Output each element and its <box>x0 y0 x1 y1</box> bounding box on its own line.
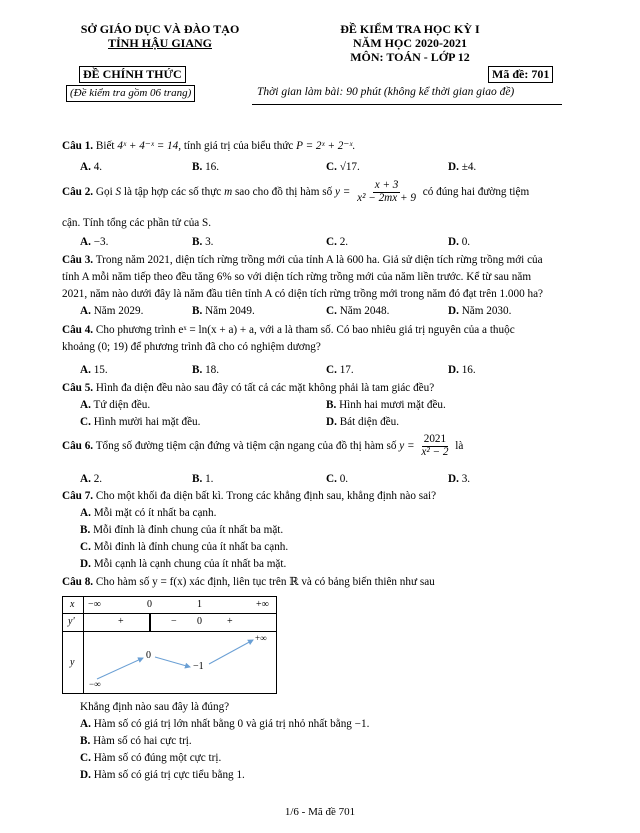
q1-option-b: B. 16. <box>192 161 220 173</box>
y-neg-inf: −∞ <box>89 679 101 689</box>
q7-option-c: C. Mỗi đỉnh là đỉnh chung của ít nhất ba cạnh. <box>80 541 289 553</box>
q3-option-d: D. Năm 2030. <box>448 305 512 317</box>
official-label: ĐỀ CHÍNH THỨC <box>79 66 186 83</box>
q3-line3: 2021, năm nào dưới đây là năm đầu tiên tỉnh A có diện tích rừng trồng mới trong năm đó đạt trên 1.000 ha? <box>62 288 543 300</box>
exam-title: ĐỀ KIỂM TRA HỌC KỲ I <box>340 22 480 36</box>
q3-line1: Câu 3. Trong năm 2021, diện tích rừng trồng mới của tỉnh A là 600 ha. Giả sử diện tích rừng trồng mới của <box>62 254 543 266</box>
q6-stem: Câu 6. Tổng số đường tiệm cận đứng và tiệm cận ngang của đồ thị hàm số y = $\frac{2021}{\text{x² − 2}}$ là <box>62 433 464 458</box>
q3-option-b: B. Năm 2049. <box>192 305 255 317</box>
q5-option-b: B. Hình hai mươi mặt đều. <box>326 399 446 411</box>
q4-line2: khoảng (0; 19) để phương trình đã cho có nghiệm dương? <box>62 341 321 353</box>
q8-option-b: B. Hàm số có hai cực trị. <box>80 735 192 747</box>
q5-option-c: C. Hình mười hai mặt đều. <box>80 416 201 428</box>
q4-option-c: C. 17. <box>326 364 354 376</box>
pages-note: (Đề kiểm tra gồm 06 trang) <box>66 85 195 102</box>
q7-option-d: D. Mỗi cạnh là cạnh chung của ít nhất ba mặt. <box>80 558 287 570</box>
q6-fraction: $\frac{2021}{\text{x² − 2}}$ <box>421 433 449 458</box>
q6-option-a: A. 2. <box>80 473 103 485</box>
q4-option-a: A. 15. <box>80 364 108 376</box>
sign-minus: − <box>171 616 177 627</box>
subject: MÔN: TOÁN - LỚP 12 <box>350 50 470 64</box>
q6-option-d: D. 3. <box>448 473 471 485</box>
q1-option-c: C. √17. <box>326 161 360 173</box>
q1-stem: Câu 1. Biết 4ˣ + 4⁻ˣ = 14, tính giá trị của biểu thức P = 2ˣ + 2⁻ˣ. <box>62 140 356 152</box>
q8-option-d: D. Hàm số có giá trị cực tiểu bằng 1. <box>80 769 245 781</box>
q8-prompt: Khẳng định nào sau đây là đúng? <box>80 701 230 713</box>
q5-stem: Câu 5. Hình đa diện đều nào sau đây có tất cả các mặt không phải là tam giác đều? <box>62 382 435 394</box>
q2-option-a: A. −3. <box>80 236 109 248</box>
q5-option-d: D. Bát diện đều. <box>326 416 400 428</box>
sign-plus-1: + <box>118 616 124 627</box>
q5-option-a: A. Tứ diện đều. <box>80 399 151 411</box>
q1-option-d: D. ±4. <box>448 161 477 173</box>
q6-option-b: B. 1. <box>192 473 214 485</box>
exam-code: Mã đề: 701 <box>488 66 553 83</box>
q7-stem: Câu 7. Cho một khối đa diện bất kì. Trong các khẳng định sau, khẳng định nào sai? <box>62 490 437 502</box>
q4-option-d: D. 16. <box>448 364 476 376</box>
variation-arrows <box>63 597 276 693</box>
x-pos-inf: +∞ <box>256 599 269 610</box>
y-pos-inf: +∞ <box>255 633 267 643</box>
school-year: NĂM HỌC 2020-2021 <box>353 36 467 50</box>
q3-option-c: C. Năm 2048. <box>326 305 390 317</box>
q4-line1: Câu 4. Cho phương trình eˣ = ln(x + a) + a, với a là tham số. Có bao nhiêu giá trị nguyên của a thuộc <box>62 324 515 336</box>
q2-stem: Câu 2. Gọi S là tập hợp các số thực m sao cho đồ thị hàm số y = $\frac{x + 3}{\text{x² − 2mx + 9}}$ có đúng hai đường tiệm <box>62 179 530 204</box>
q6-option-c: C. 0. <box>326 473 349 485</box>
q3-line2: tỉnh A mỗi năm tiếp theo đều tăng 6% so với diện tích rừng trồng mới của năm liền trước. Kể từ sau năm <box>62 271 532 283</box>
x-neg-inf: −∞ <box>88 599 101 610</box>
q1-option-a: A. 4. <box>80 161 103 173</box>
q2-line2: cận. Tính tổng các phần tử của S. <box>62 217 212 229</box>
q2-option-c: C. 2. <box>326 236 349 248</box>
page-footer: 1/6 - Mã đề 701 <box>284 806 356 818</box>
q8-option-c: C. Hàm số có đúng một cực trị. <box>80 752 222 764</box>
q2-fraction: $\frac{x + 3}{\text{x² − 2mx + 9}}$ <box>357 179 416 204</box>
dept-line1: SỞ GIÁO DỤC VÀ ĐÀO TẠO <box>80 22 240 36</box>
q2-option-b: B. 3. <box>192 236 214 248</box>
variation-table <box>62 596 277 694</box>
y-at-one: −1 <box>193 661 204 672</box>
y-at-zero: 0 <box>146 650 151 661</box>
q8-option-a: A. Hàm số có giá trị lớn nhất bằng 0 và giá trị nhỏ nhất bằng −1. <box>80 718 370 730</box>
q7-option-a: A. Mỗi mặt có ít nhất ba cạnh. <box>80 507 217 519</box>
row-label-x: x <box>70 599 75 610</box>
sign-plus-2: + <box>227 616 233 627</box>
q3-option-a: A. Năm 2029. <box>80 305 144 317</box>
sign-zero: 0 <box>197 616 202 627</box>
time-note: Thời gian làm bài: 90 phút (không kể thời gian giao đề) <box>257 86 515 98</box>
q4-option-b: B. 18. <box>192 364 220 376</box>
row-label-y: y <box>70 657 75 668</box>
x-zero: 0 <box>147 599 152 610</box>
x-one: 1 <box>197 599 202 610</box>
q2-option-d: D. 0. <box>448 236 471 248</box>
row-label-yprime: y' <box>68 616 75 627</box>
q7-option-b: B. Mỗi đỉnh là đỉnh chung của ít nhất ba mặt. <box>80 524 284 536</box>
dept-line2: TỈNH HẬU GIANG <box>107 36 212 50</box>
header-divider <box>252 104 562 105</box>
q8-stem: Câu 8. Cho hàm số y = f(x) xác định, liên tục trên ℝ và có bảng biến thiên như sau <box>62 576 435 588</box>
